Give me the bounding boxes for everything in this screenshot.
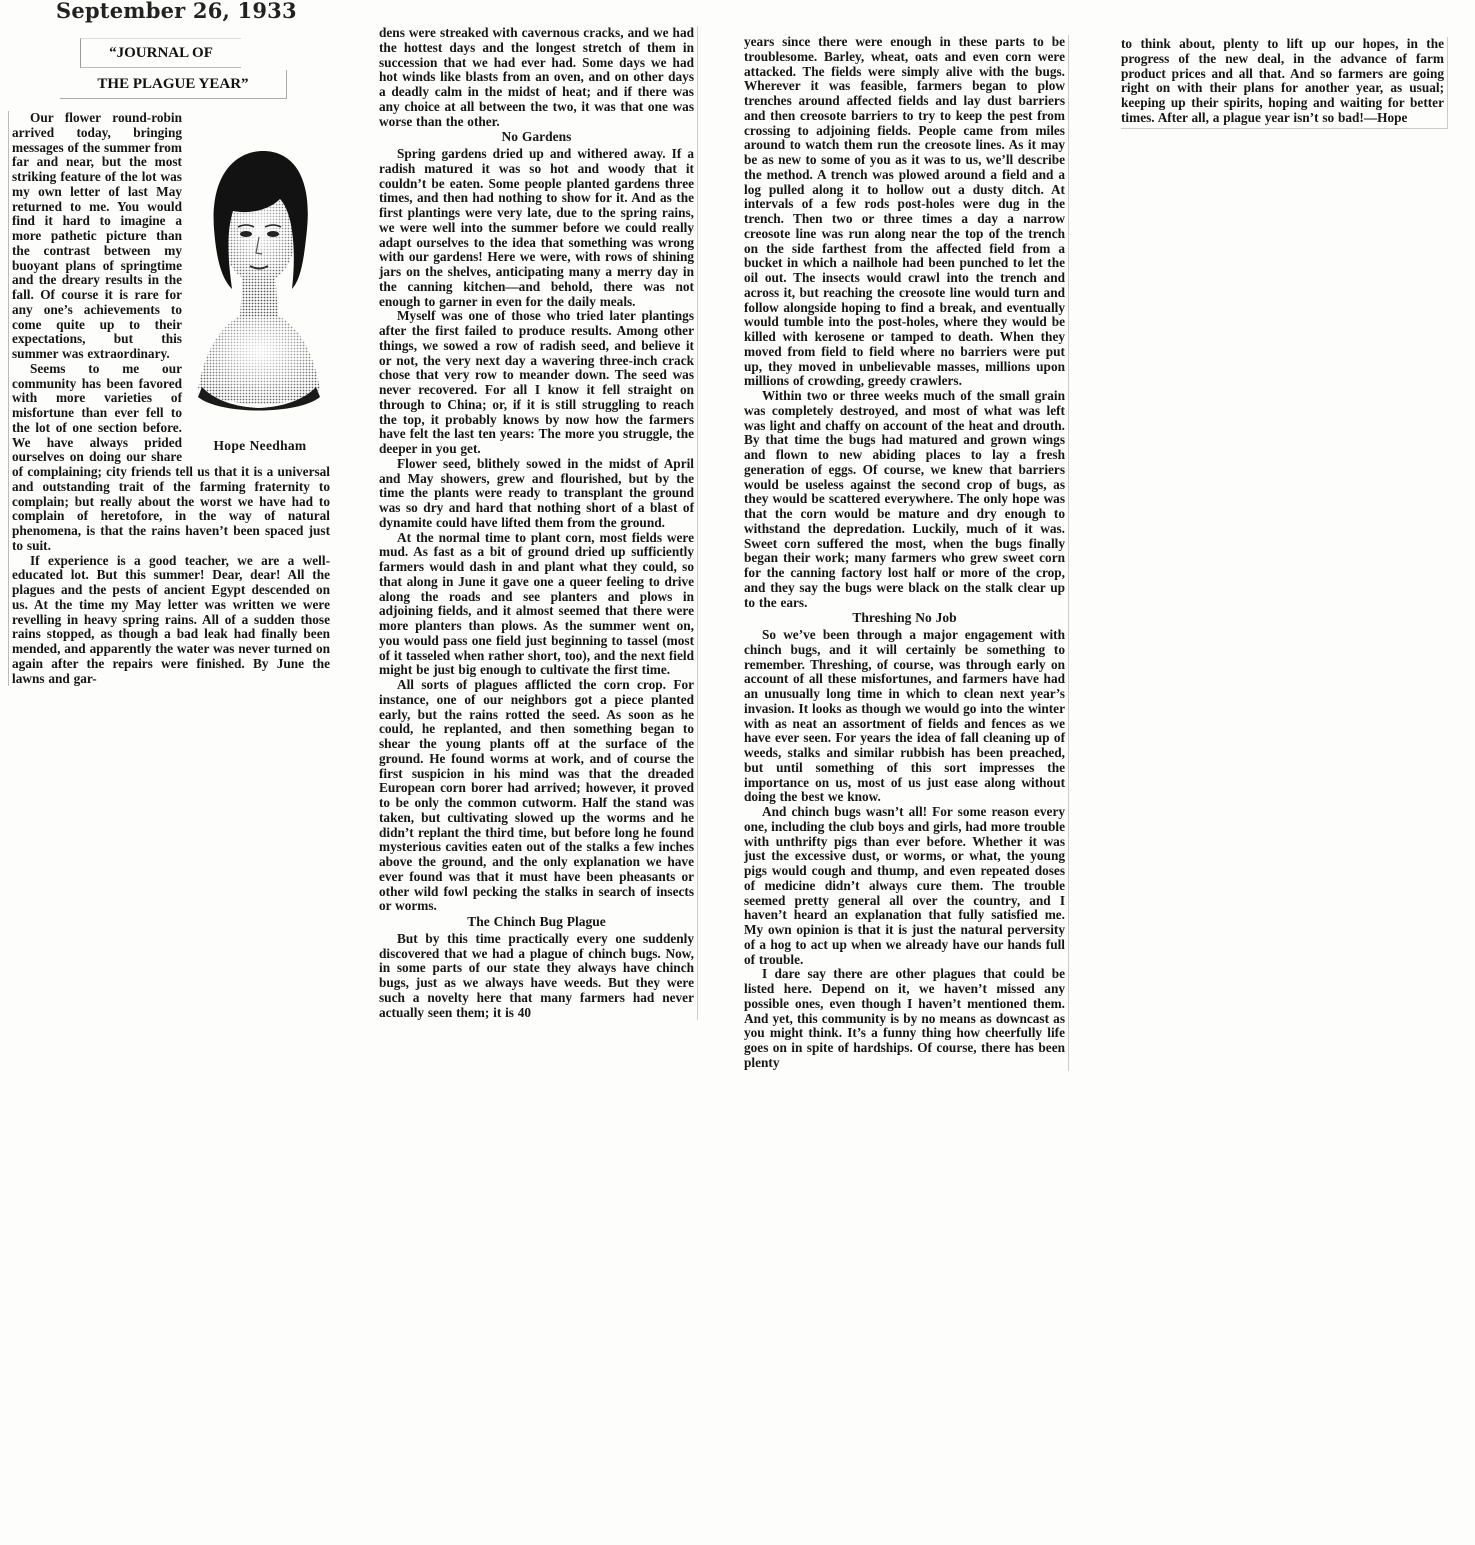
paragraph: And chinch bugs wasn’t all! For some reason every one, including the club boys and girls, had more trouble with unthrifty pigs than ever before. Whether it was just the excessive dust, or worms, or what, the young pigs would cough and thump, and even repeated doses of medicine didn’t always cure them. The trouble seemed pretty general all over the country, and I haven’t heard an explanation that fully satisfied me. My own opinion is that it is just the natural perversity of a hog to act up when we already have our hands full of trouble.	[744, 804, 1065, 967]
section-heading: Threshing No Job	[852, 610, 957, 626]
author-portrait-image	[188, 119, 330, 419]
paragraph: So we’ve been through a major engagement with chinch bugs, and it will certainly be something to remember. Threshing, of course, was through early on account of all these misfortunes, and farmers have had an unusually long time in which to clean next year’s invasion. It looks as though we would go into the winter with as neat an assortment of fields and fences as we have ever seen. For years the idea of fall cleaning up of weeds, stalks and similar rubbish has been preached, but until something of this sort impresses the importance on us, most of us just ease along without doing the best we know.	[744, 627, 1065, 805]
photo-caption: Hope Needham	[213, 438, 307, 453]
paragraph: At the normal time to plant corn, most fields were mud. As fast as a bit of ground dried up sufficiently farmers would dash in and plant what they could, so that along in June it gave one a queer feeling to drive along the roads and see planters and plows in adjoining fields, and it almost seemed that there were more planters than plows. As the summer went on, you would pass one field just beginning to tassel (most of it tasseled when rather short, too), and the next field might be just big enough to cultivate the first time.	[379, 529, 694, 678]
article-column-2	[379, 26, 698, 1020]
author-photo-block	[188, 111, 330, 455]
article-column-4	[1121, 37, 1448, 129]
date-stamp: September 26, 1933	[56, 0, 297, 23]
headline-line-1: “JOURNAL OF	[80, 38, 241, 68]
paragraph: Seems to me our community has been favored with more varieties of misfortune than ever fell to the lot of one section before. We have always prided ourselves on doing our share of complaining; city friends tell us that it is a universal and outstanding trait of the farming fraternity to complain; but really about the worst we have had to complain of heretofore, in the way of natural phenomena, is that the rains haven’t been spaced just to suit.	[12, 360, 330, 553]
paragraph: If experience is a good teacher, we are a well-educated lot. But this summer! Dear, dear! All the plagues and the pests of ancient Egypt descended on us. At the time my May letter was written we were revelling in heavy spring rains. All of a sudden those rains stopped, as though a bad leak had finally been mended, and apparently the water was never turned on again after the repairs were finished. By June the lawns and gar-	[12, 552, 330, 686]
paragraph: Flower seed, blithely sowed in the midst of April and May showers, grew and flourished, but by the time the plants were ready to transplant the ground was so dry and hard that nothing short of a blast of dynamite could have lifted them from the ground.	[379, 455, 694, 530]
section-heading: No Gardens	[501, 129, 572, 145]
paragraph: Within two or three weeks much of the small grain was completely destroyed, and most of what was left was light and chaffy on account of the heat and drouth. By that time the bugs had matured and grown wings and flown to new abiding places to lay a fresh generation of eggs. Of course, we knew that barriers would be useless against the second crop of bugs, as they would be scattered everywhere. The only hope was that the corn would be mature and dry enough to withstand the depredation. Luckily, much of it was. Sweet corn suffered the most, when the bugs finally began their work; many farmers who grew sweet corn for the canning factory lost half or more of the crop, and they say the bugs were black on the stalk clear up to the ears.	[744, 388, 1065, 610]
section-heading: The Chinch Bug Plague	[467, 914, 606, 929]
article-column-1	[8, 111, 330, 686]
paragraph: Our flower round-robin arrived today, bringing messages of the summer from far and near, but the most striking feature of the lot was my own letter of last May returned to me. You would find it hard to imagine a more pathetic picture than the contrast between my buoyant plans of springtime and the dreary results in the fall. Of course it is rare for any one’s achievements to come quite up to their expectations, but this summer was extraordinary.	[12, 110, 182, 361]
paragraph: All sorts of plagues afflicted the corn crop. For instance, one of our neighbors got a piece planted early, but the rains rotted the seed. As soon as he could, he replanted, and then something began to shear the young plants off at the surface of the ground. He found worms at work, and of course the first suspicion in his mind was that the dreaded European corn borer had arrived; however, it proved to be only the common cutworm. Half the stand was taken, but cultivating slowed up the worms and he didn’t replant the third time, but before long he found mysterious cavities eaten out of the stalks a few inches above the ground, and the only explanation we have ever found was that it must have been pheasants or other wild fowl pecking the stalks in search of insects or worms.	[379, 677, 694, 914]
paragraph: to think about, plenty to lift up our hopes, in the progress of the new deal, in the advance of farm product prices and all that. And so farmers are going right on with their plans for another year, as usual; keeping up their spirits, hoping and waiting for better times. After all, a plague year isn’t so bad!—Hope	[1121, 36, 1444, 125]
headline-line-2: THE PLAGUE YEAR”	[60, 70, 287, 99]
paragraph: dens were streaked with cavernous cracks, and we had the hottest days and the longest stretch of them in succession that we had ever had. Some days we had hot winds like blasts from an oven, and on other days a deadly calm in the midst of heat; and if there was any choice at all between the two, it was that one was worse than the other.	[379, 25, 694, 129]
paragraph: I dare say there are other plagues that could be listed here. Depend on it, we haven’t missed any possible ones, even though I haven’t mentioned them. And yet, this community is by no means as downcast as you might think. It’s a funny thing how cheerfully life goes on in spite of hardships. Of course, there has been plenty	[744, 966, 1065, 1070]
paragraph: But by this time practically every one suddenly discovered that we had a plague of chinch bugs. Now, in some parts of our state they always have chinch bugs, just as we always have weeds. But they were such a novelty here that many farmers had never actually seen them; it is 40	[379, 930, 694, 1020]
paragraph: Myself was one of those who tried later plantings after the first failed to produce results. Among other things, we sowed a row of radish seed, and believe it or not, the very next day a wavering three-inch crack chose that very row to meander down. The seed was never recovered. For all I know it fell straight on through to China; or, if it is still struggling to reach the top, it probably knows by now how the farmers have felt the last ten years: The more you struggle, the deeper in you get.	[379, 308, 694, 456]
paragraph: years since there were enough in these parts to be troublesome. Barley, wheat, oats and even corn were attacked. The fields were simply alive with the bugs. Wherever it was feasible, farmers began to plow trenches around affected fields and lay dust barriers and then creosote barriers to try to keep the pest from crossing to adjoining fields. People came from miles around to watch them run the creosote lines. As it may be as new to some of you as it was to us, we’ll describe the method. A trench was plowed around a field and a log pulled along it to hollow out a dusty ditch. At intervals of a few rods post-holes were dug in the trench. Then two or three times a day a narrow creosote line was run along near the top of the trench on the side farthest from the affected field from a bucket in which a nailhole had been punched to let the oil out. The insects would crawl into the trench and across it, but reaching the creosote line would turn and follow alongside hoping to find a break, and eventually would tumble into the post-holes, where they would be killed with kerosene or tamped to death. When they moved from field to field where no barriers were put up, they moved in unbelievable masses, millions upon millions of crowding, greedy crawlers.	[744, 34, 1065, 389]
paragraph: Spring gardens dried up and withered away. If a radish matured it was so hot and woody that it couldn’t be eaten. Some people planted gardens three times, and then had nothing to show for it. And as the first plantings were very late, due to the spring rains, we were well into the summer before we could really adapt ourselves to the idea that something was wrong with our gardens! Here we were, with rows of shining jars on the shelves, anticipating many a merry day in the canning kitchen—and behold, there was not enough to garner in even for the daily meals.	[379, 146, 694, 309]
article-column-3	[744, 35, 1069, 1071]
